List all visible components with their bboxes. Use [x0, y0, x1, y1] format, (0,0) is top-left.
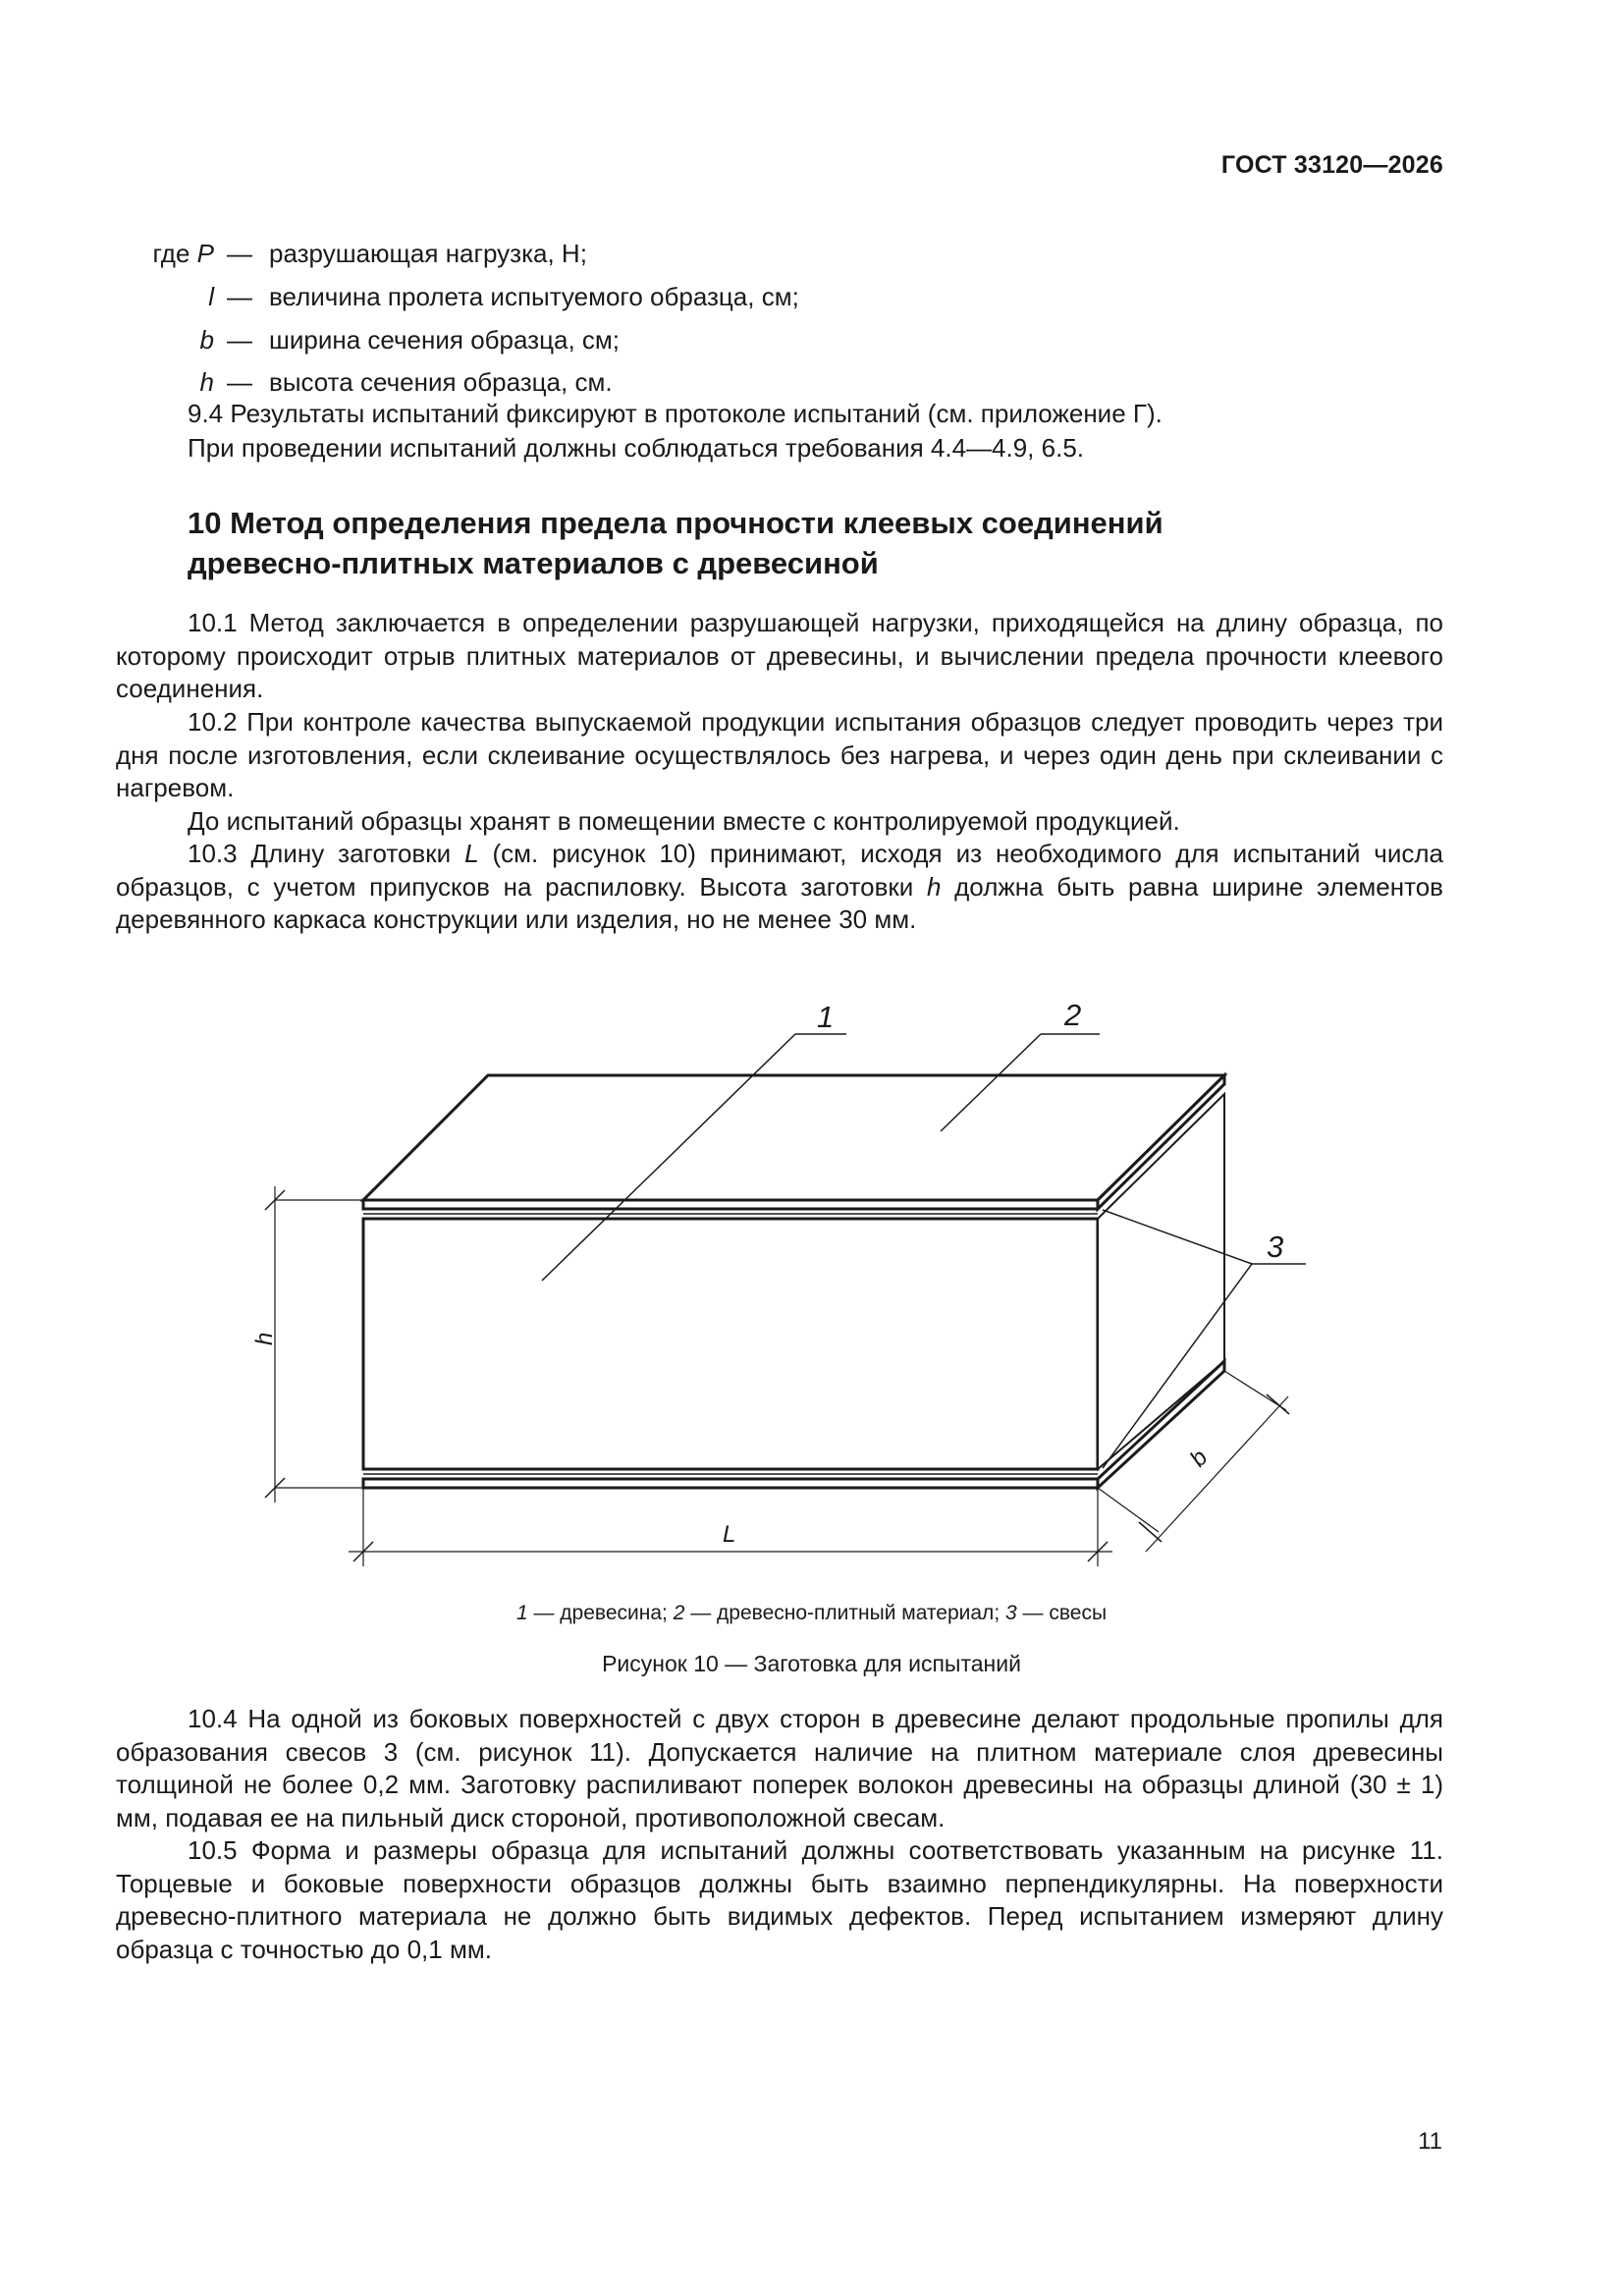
legend-description: высота сечения образца, см. [269, 367, 613, 397]
figure-10-title: Рисунок 10 — Заготовка для испытаний [602, 1651, 1021, 1676]
dimension-h-label: h [251, 1332, 278, 1345]
paragraph-10-4: 10.4 На одной из боковых поверхностей с двух сторон в древесине делают продольные пропилы для образования свесов 3 (см. рисунок 11). Допускается наличие на плитном материале слоя древесины толщиной не более 0,2 мм. Заготовку распиливают поперек волокон древесины на образцы длиной (30 ± 1) мм, подавая ее на пильный диск стороной, противоположной свесам. [116, 1704, 1443, 1832]
top-plate-top-face [363, 1075, 1224, 1200]
paragraph-10-5: 10.5 Форма и размеры образца для испытаний должны соответствовать указанным на рисунке 11. Торцевые и боковые поверхности образцов должны быть взаимно перпендикулярны. На поверхности древесно-плитного материала не должно быть видимых дефектов. Перед испытанием измеряют длину образца с точностью до 0,1 мм. [116, 1835, 1443, 1964]
top-plate-front-edge [363, 1200, 1098, 1209]
legend-symbol: h [199, 367, 214, 397]
paragraph-10-3: 10.3 Длину заготовки L (см. рисунок 10) принимают, исходя из необходимого для испытаний числа образцов, с учетом припусков на распиловку. Высота заготовки h должна быть равна ширине элементов деревянного каркаса конструкции или изделия, но не менее 30 мм. [116, 839, 1444, 934]
legend-dash: — [227, 325, 252, 355]
legend-description: разрушающая нагрузка, Н; [269, 239, 587, 268]
paragraph-10-2-storage: До испытаний образцы хранят в помещении вместе с контролируемой продукцией. [188, 805, 1180, 836]
page-number: 11 [1418, 2128, 1442, 2155]
legend-symbol: где P [152, 239, 214, 268]
legend-symbol: b [199, 325, 214, 355]
dimension-l-label: L [723, 1521, 736, 1548]
body-block-bottom [116, 1703, 1443, 1966]
legend-description: ширина сечения образца, см; [269, 325, 620, 355]
legend-dash: — [227, 239, 252, 268]
paragraph-10-2: 10.2 При контроле качества выпускаемой продукции испытания образцов следует проводить через три дня после изготовления, если склеивание осуществлялось без нагрева, и через один день при склеивании с нагревом. [116, 707, 1443, 802]
label-2: 2 [1064, 998, 1082, 1032]
wood-front-face [363, 1219, 1098, 1469]
bottom-plate-front-edge [363, 1479, 1098, 1488]
document-header-id: ГОСТ 33120—2026 [1220, 151, 1443, 179]
label-3: 3 [1267, 1230, 1284, 1264]
paragraph-10-1: 10.1 Метод заключается в определении разрушающей нагрузки, приходящейся на длину образца, по которому происходит отрыв плитных материалов от древесины, и вычислении предела прочности клеевого соединения. [116, 608, 1443, 703]
legend-symbol: l [208, 282, 214, 311]
legend-dash: — [227, 367, 252, 397]
figure-10-legend: 1 — древесина; 2 — древесно-плитный материал; 3 — свесы [515, 1602, 1108, 1624]
paragraph-9-4-requirements: При проведении испытаний должны соблюдаться требования 4.4—4.9, 6.5. [188, 433, 1084, 463]
label-1: 1 [817, 1000, 835, 1034]
legend-description: величина пролета испытуемого образца, см; [269, 282, 799, 311]
paragraph-9-4: 9.4 Результаты испытаний фиксируют в протоколе испытаний (см. приложение Г). [188, 399, 1163, 428]
section-10-heading-line1: 10 Метод определения предела прочности клеевых соединений [188, 506, 1163, 540]
dimension-b-label: b [1184, 1444, 1214, 1473]
legend-dash: — [227, 282, 252, 311]
section-10-heading-line2: древесно-плитных материалов с древесиной [188, 546, 879, 580]
